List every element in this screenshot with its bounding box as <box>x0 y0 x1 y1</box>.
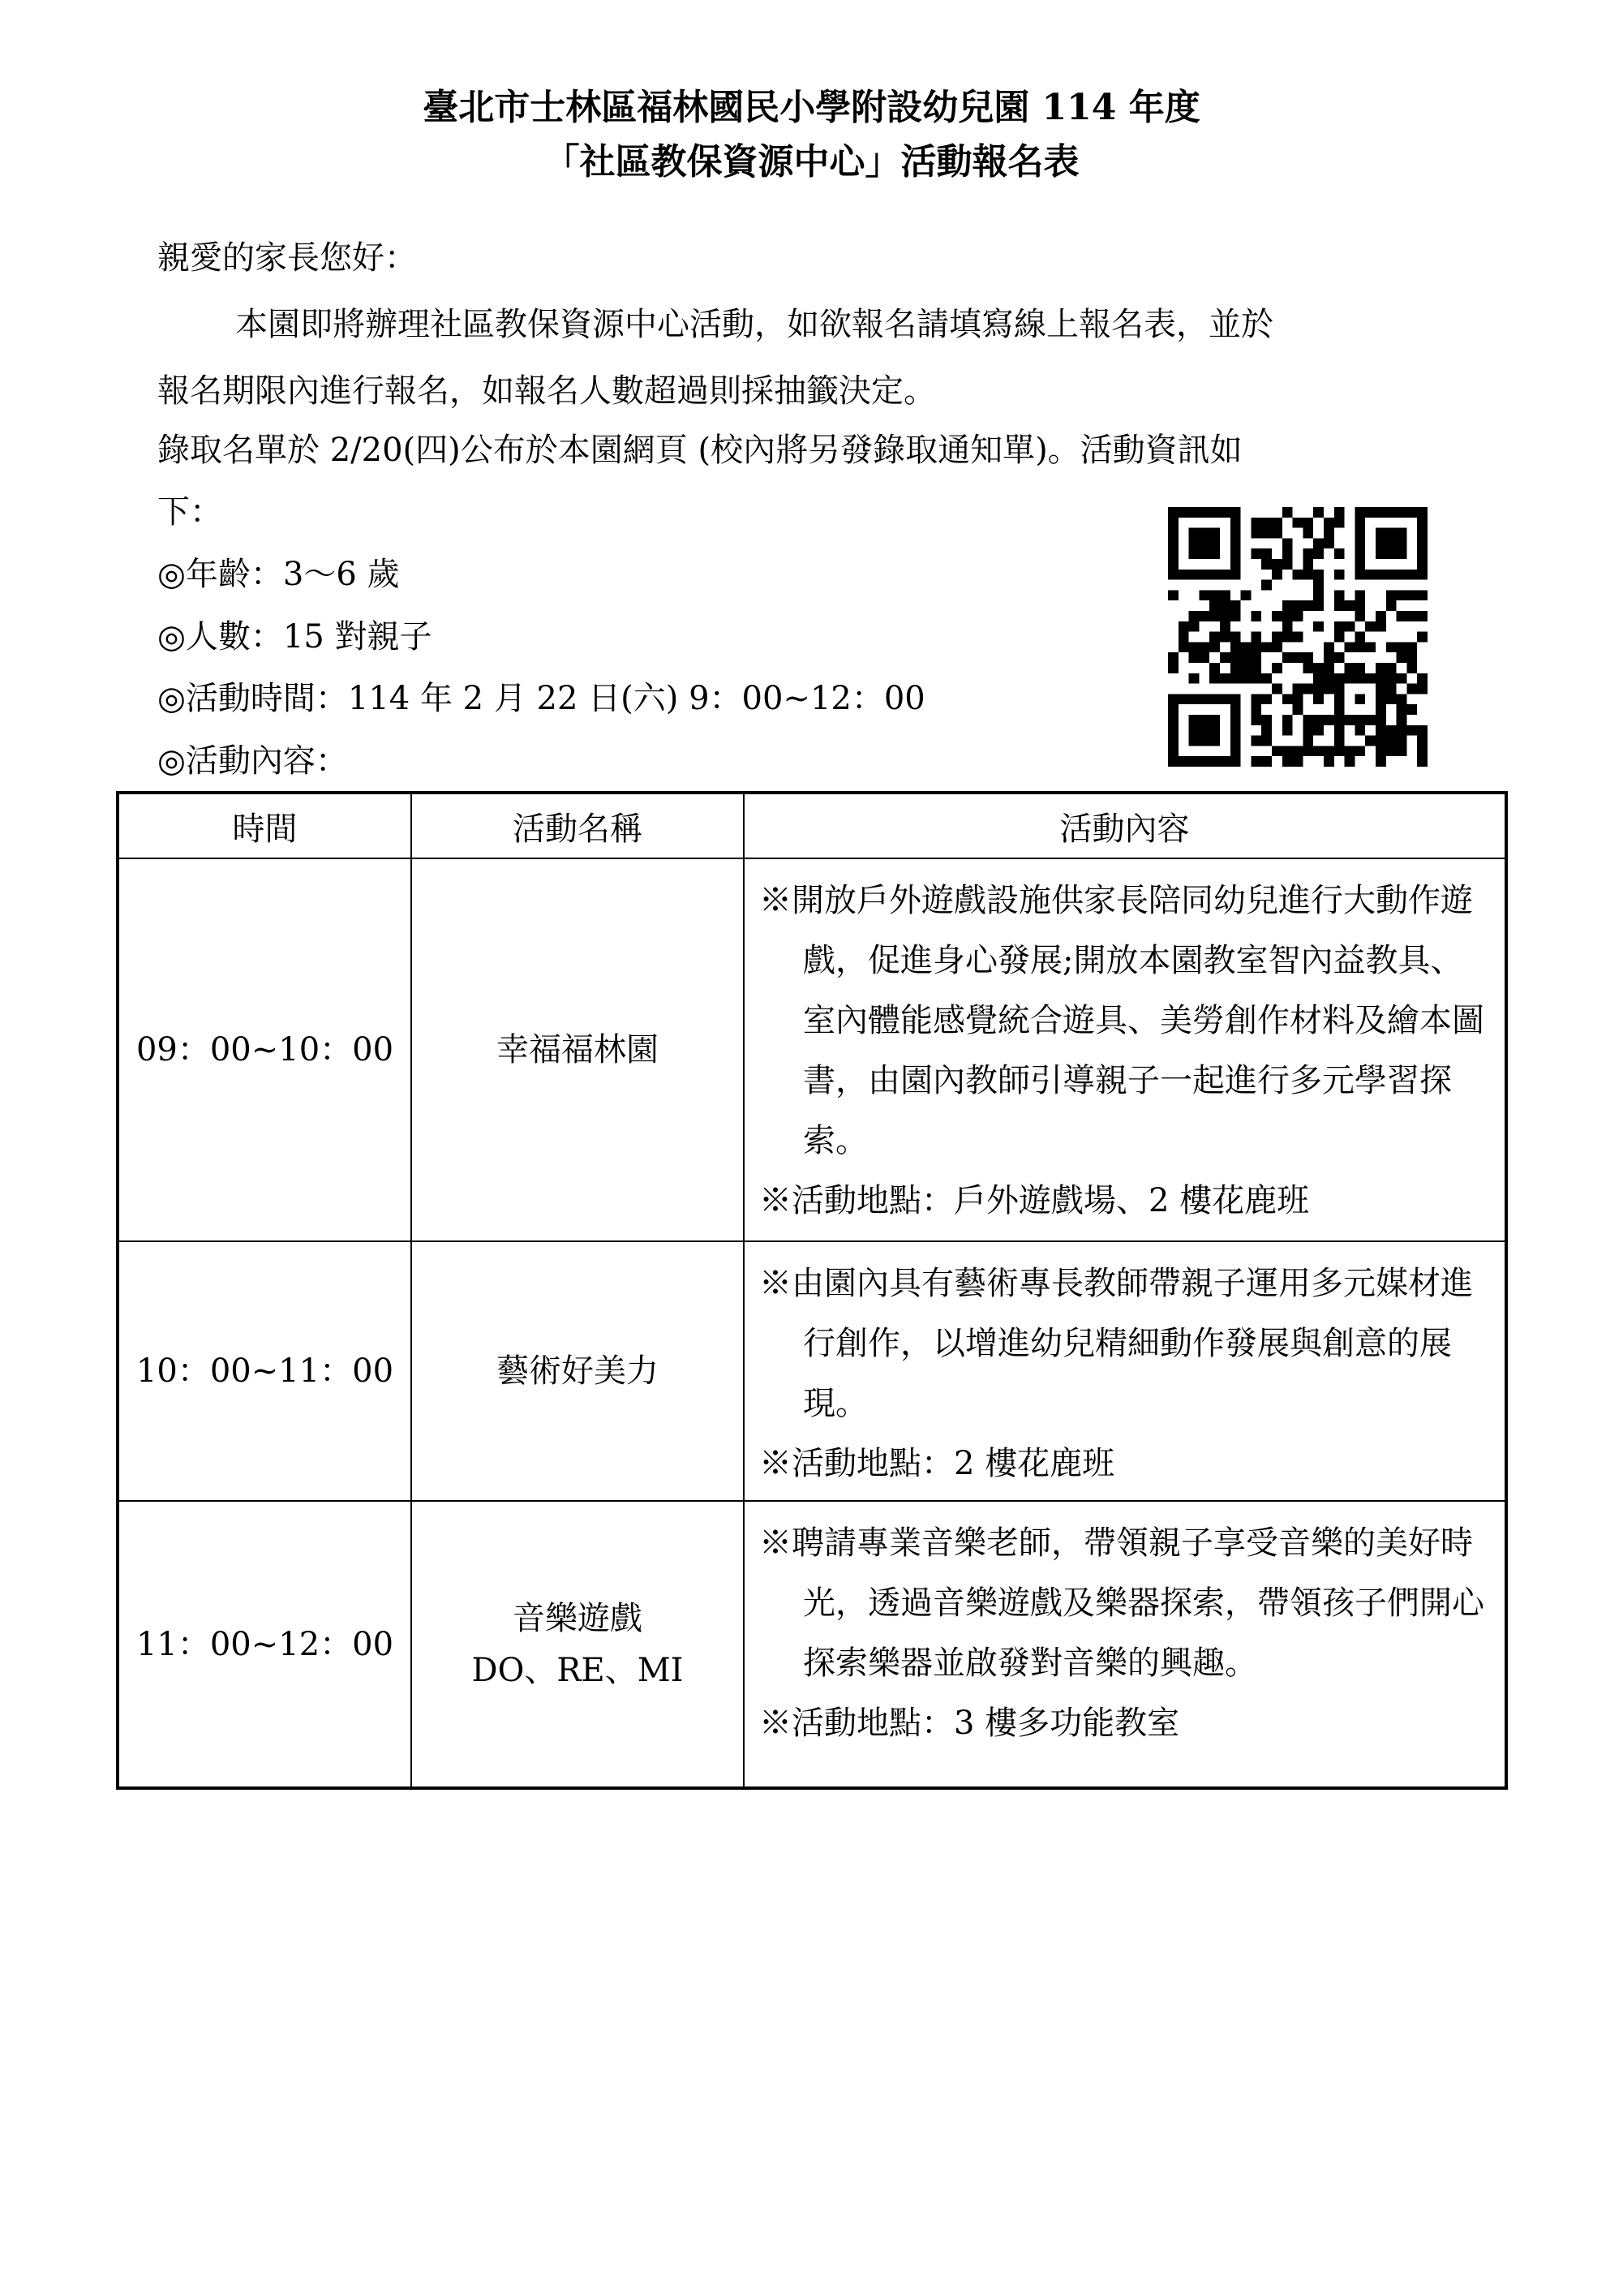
info-time: ◎活動時間：114 年 2 月 22 日(六) 9：00~12：00 <box>157 680 925 717</box>
row-activity-content <box>744 1241 1506 1501</box>
header-activity-name: 活動名稱 <box>411 793 744 858</box>
table-row <box>118 1241 1506 1501</box>
content-item: ※開放戶外遊戲設施供家長陪同幼兒進行大動作遊戲，促進身心發展;開放本園教室智內益教具、室內體能感覺統合遊具、美勞創作材料及繪本圖書，由園內教師引導親子一起進行多元學習探索。 <box>759 882 1484 1159</box>
content-location: ※活動地點：2 樓花鹿班 <box>759 1445 1115 1482</box>
row-activity-content <box>744 1501 1506 1788</box>
row-activity-name <box>411 1241 744 1501</box>
activity-name-line: 幸福福林園 <box>496 1031 659 1068</box>
row-activity-content <box>744 858 1506 1241</box>
table-row <box>118 1501 1506 1788</box>
info-content-label: ◎活動內容： <box>157 742 348 780</box>
intro-paragraph-line2: 報名期限內進行報名，如報名人數超過則採抽籤決定。 <box>157 372 936 410</box>
document-title-line1: 臺北市士林區福林國民小學附設幼兒園 114 年度 <box>423 87 1200 128</box>
info-age: ◎年齡：3～6 歲 <box>157 556 400 593</box>
header-activity-content: 活動內容 <box>744 793 1506 858</box>
row-activity-name <box>411 1501 744 1788</box>
row-time: 11：00~12：00 <box>118 1501 411 1788</box>
intro-paragraph-line1: 本園即將辦理社區教保資源中心活動，如欲報名請填寫線上報名表，並於 <box>235 306 1273 343</box>
row-time: 10：00~11：00 <box>118 1241 411 1501</box>
content-location: ※活動地點：戶外遊戲場、2 樓花鹿班 <box>759 1182 1310 1219</box>
header-time: 時間 <box>118 793 411 858</box>
table-header-row <box>118 793 1506 858</box>
content-item: ※聘請專業音樂老師，帶領親子享受音樂的美好時光，透過音樂遊戲及樂器探索，帶領孩子們開心探索樂器並啟發對音樂的興趣。 <box>759 1524 1484 1682</box>
info-count: ◎人數：15 對親子 <box>157 618 432 656</box>
greeting: 親愛的家長您好： <box>157 239 417 277</box>
row-time: 09：00~10：00 <box>118 858 411 1241</box>
document-title-line2: 「社區教保資源中心」活動報名表 <box>543 141 1080 183</box>
content-location: ※活動地點：3 樓多功能教室 <box>759 1705 1180 1742</box>
intro-paragraph-line3: 錄取名單於 2/20(四)公布於本園網頁 (校內將另發錄取通知單)。活動資訊如 <box>157 432 1243 469</box>
qr-code-icon[interactable] <box>1168 507 1428 767</box>
table-row <box>118 858 1506 1241</box>
row-activity-name <box>411 858 744 1241</box>
content-item: ※由園內具有藝術專長教師帶親子運用多元媒材進行創作，以增進幼兒精細動作發展與創意的展現。 <box>759 1265 1473 1422</box>
intro-paragraph-line4: 下： <box>157 493 222 531</box>
activity-name-line: 音樂遊戲 <box>513 1599 642 1637</box>
activity-name-line: DO、RE、MI <box>471 1651 684 1689</box>
activity-name-line: 藝術好美力 <box>496 1352 659 1390</box>
schedule-table <box>116 791 1508 1790</box>
